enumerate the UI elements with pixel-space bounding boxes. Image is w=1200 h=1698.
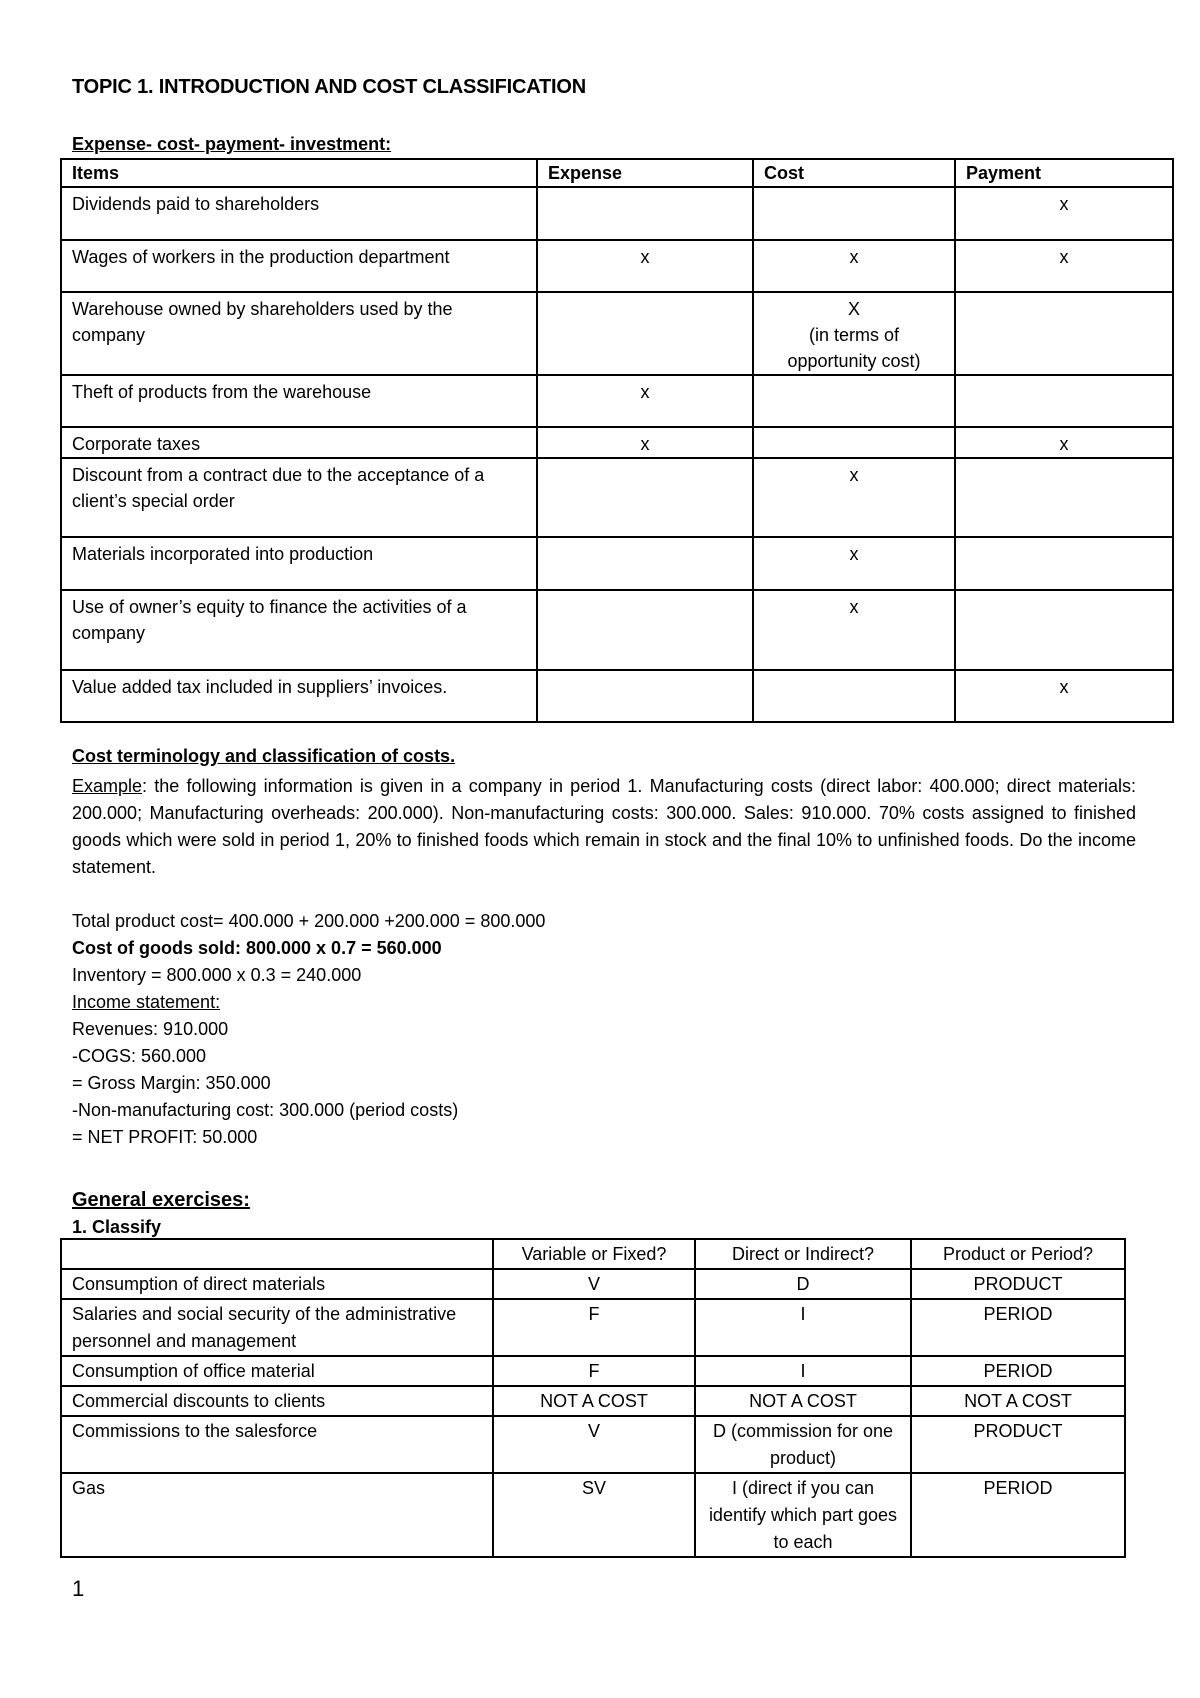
header-payment: Payment [955,159,1173,187]
classify-table [60,1238,1126,1558]
header-blank [61,1239,493,1269]
cell-variable-fixed: SV [493,1473,695,1557]
table-row [61,1386,1125,1416]
header-cost: Cost [753,159,955,187]
cell-item: Consumption of office material [61,1356,493,1386]
table-row [61,1416,1125,1473]
cell-direct-indirect: I (direct if you can identify which part goes to each [695,1473,911,1557]
cell-product-period: PRODUCT [911,1269,1125,1299]
cell-item: Commercial discounts to clients [61,1386,493,1416]
cell-variable-fixed: F [493,1299,695,1356]
cell-expense: x [537,375,753,427]
cell-cost [753,670,955,722]
table-row [61,375,1173,427]
cell-item: Warehouse owned by shareholders used by the company [61,292,537,375]
cell-cost [753,187,955,240]
cell-product-period: PRODUCT [911,1416,1125,1473]
cell-item: Materials incorporated into production [61,537,537,590]
cogs-line: Cost of goods sold: 800.000 x 0.7 = 560.000 [72,938,442,958]
page-number: 1 [72,1576,85,1601]
table-header-row [61,1239,1125,1269]
cell-product-period: PERIOD [911,1356,1125,1386]
cell-variable-fixed: V [493,1269,695,1299]
cell-direct-indirect: I [695,1356,911,1386]
cell-item: Corporate taxes [61,427,537,458]
cell-product-period: NOT A COST [911,1386,1125,1416]
cell-payment [955,590,1173,670]
cell-item: Gas [61,1473,493,1557]
cell-variable-fixed: NOT A COST [493,1386,695,1416]
example-paragraph [72,773,1136,881]
gross-margin-line: = Gross Margin: 350.000 [72,1073,271,1093]
cell-cost [753,427,955,458]
cell-payment [955,458,1173,537]
table-row [61,1299,1125,1356]
cell-variable-fixed: F [493,1356,695,1386]
cell-expense: x [537,240,753,292]
section-expense-cost-payment-title: Expense- cost- payment- investment: [72,134,392,154]
header-expense: Expense [537,159,753,187]
cell-item: Discount from a contract due to the acceptance of a client’s special order [61,458,537,537]
page-title: TOPIC 1. INTRODUCTION AND COST CLASSIFICATION [72,76,586,98]
header-items: Items [61,159,537,187]
total-product-cost-line: Total product cost= 400.000 + 200.000 +200.000 = 800.000 [72,911,546,931]
table-row [61,537,1173,590]
exercise-1-label: 1. Classify [72,1217,162,1237]
cell-expense [537,187,753,240]
cell-direct-indirect: D (commission for one product) [695,1416,911,1473]
table-row [61,1356,1125,1386]
cell-payment [955,292,1173,375]
non-manufacturing-line: -Non-manufacturing cost: 300.000 (period costs) [72,1100,459,1120]
cell-item: Theft of products from the warehouse [61,375,537,427]
cell-item: Commissions to the salesforce [61,1416,493,1473]
example-text: : the following information is given in a company in period 1. Manufacturing costs (direct labor: 400.000; direct materials: 200.000; Manufacturing overheads: 200.000). Non-manufacturing costs: 300.000. Sales: 910.000. 70% costs assigned to finished goods which were sold in period 1, 20% to finished foods which remain in stock and the final 10% to unfinished foods. Do the income statement. [72,776,1136,877]
cell-item: Dividends paid to shareholders [61,187,537,240]
cell-cost: x [753,590,955,670]
cell-item: Salaries and social security of the administrative personnel and management [61,1299,493,1356]
cell-cost: x [753,240,955,292]
cell-cost: x [753,458,955,537]
cell-product-period: PERIOD [911,1299,1125,1356]
table-row [61,670,1173,722]
table-header-row [61,159,1173,187]
cell-payment [955,375,1173,427]
table-row [61,1473,1125,1557]
cell-cost: X (in terms of opportunity cost) [753,292,955,375]
income-statement-label: Income statement: [72,992,221,1012]
net-profit-line: = NET PROFIT: 50.000 [72,1127,258,1147]
expense-cost-payment-table [60,158,1174,723]
table-row [61,590,1173,670]
cell-expense [537,537,753,590]
cell-expense [537,458,753,537]
header-product-period: Product or Period? [911,1239,1125,1269]
cell-cost: x [753,537,955,590]
cell-product-period: PERIOD [911,1473,1125,1557]
cell-direct-indirect: NOT A COST [695,1386,911,1416]
cell-expense: x [537,427,753,458]
section-cost-terminology-title: Cost terminology and classification of costs. [72,746,456,766]
cell-cost [753,375,955,427]
cell-direct-indirect: D [695,1269,911,1299]
table-row [61,240,1173,292]
cell-expense [537,292,753,375]
cell-payment [955,537,1173,590]
cell-payment: x [955,187,1173,240]
table-row [61,292,1173,375]
calculation-block [72,908,545,1151]
cell-expense [537,590,753,670]
cell-expense [537,670,753,722]
cell-payment: x [955,427,1173,458]
cell-variable-fixed: V [493,1416,695,1473]
cell-item: Consumption of direct materials [61,1269,493,1299]
table-row [61,1269,1125,1299]
revenues-line: Revenues: 910.000 [72,1019,229,1039]
cell-item: Wages of workers in the production department [61,240,537,292]
header-direct-indirect: Direct or Indirect? [695,1239,911,1269]
cell-payment: x [955,670,1173,722]
general-exercises-title: General exercises: [72,1189,250,1211]
minus-cogs-line: -COGS: 560.000 [72,1046,207,1066]
example-label: Example [72,776,143,796]
cell-item: Use of owner’s equity to finance the activities of a company [61,590,537,670]
table-row [61,427,1173,458]
cell-direct-indirect: I [695,1299,911,1356]
cell-item: Value added tax included in suppliers’ invoices. [61,670,537,722]
inventory-line: Inventory = 800.000 x 0.3 = 240.000 [72,965,362,985]
table-row [61,187,1173,240]
table-row [61,458,1173,537]
header-variable-fixed: Variable or Fixed? [493,1239,695,1269]
cell-payment: x [955,240,1173,292]
